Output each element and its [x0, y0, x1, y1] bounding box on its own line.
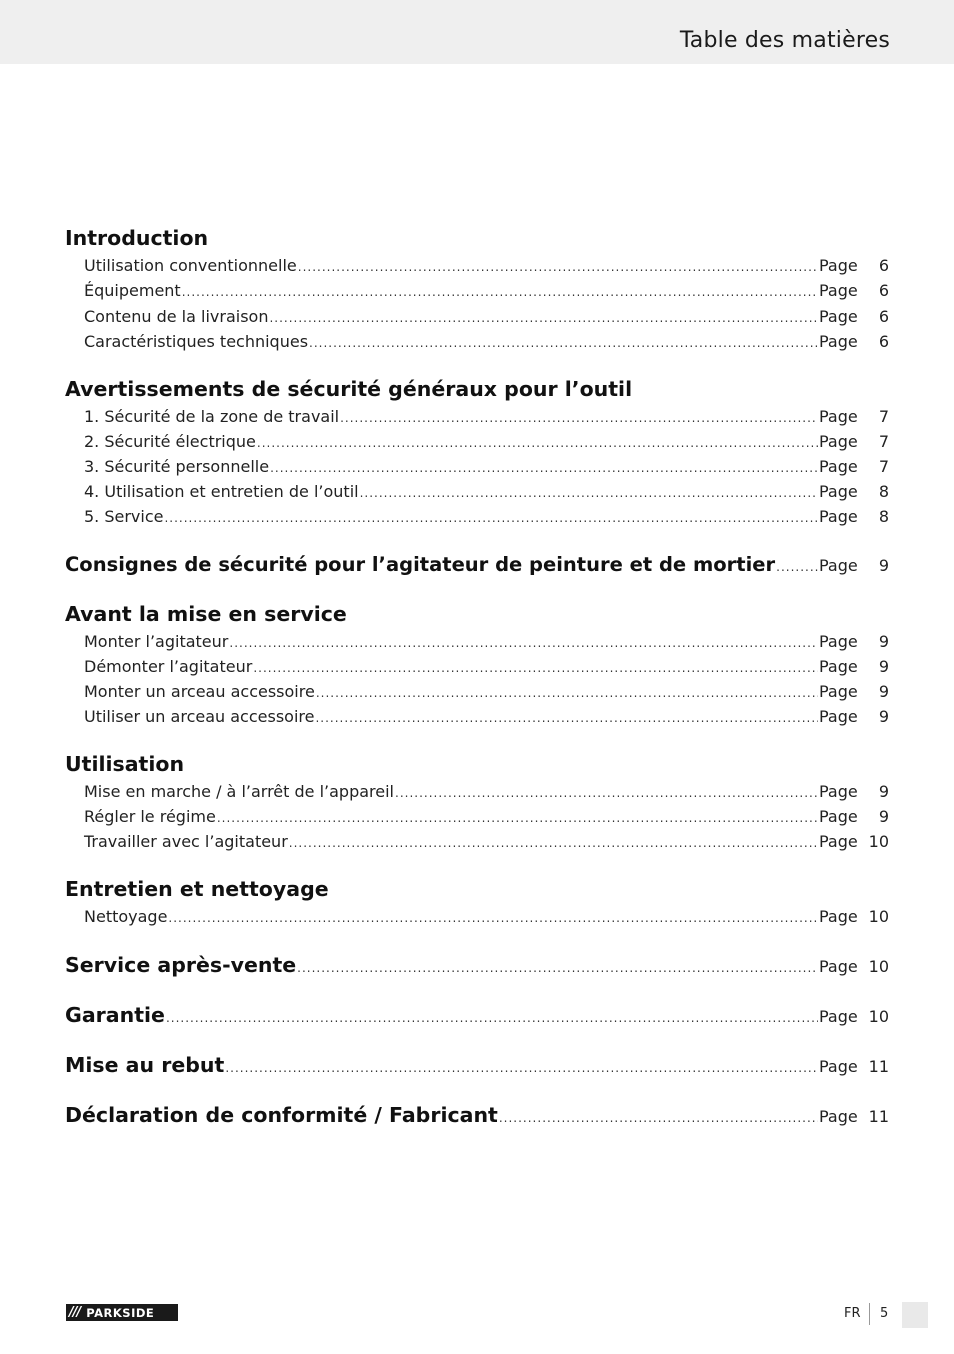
logo-brand-text: PARKSIDE — [86, 1305, 155, 1320]
dot-leader — [499, 1111, 818, 1125]
toc-page-number: 7 — [878, 407, 889, 426]
dot-leader — [289, 836, 818, 850]
toc-page-number: 10 — [868, 957, 889, 976]
toc-page-number: 6 — [878, 307, 889, 326]
footer-divider — [869, 1303, 870, 1325]
dot-leader — [776, 560, 818, 574]
toc-entry-label: 4. Utilisation et entretien de l’outil — [84, 482, 359, 501]
toc-page-number: 6 — [878, 281, 889, 300]
dot-leader — [360, 486, 818, 500]
toc-page-number: 7 — [878, 432, 889, 451]
toc-entry[interactable] — [84, 307, 889, 329]
toc-section-title: Service après-vente — [65, 953, 297, 977]
toc-page-number: 7 — [878, 457, 889, 476]
toc-entry[interactable] — [84, 657, 889, 679]
toc-entry-label: Utiliser un arceau accessoire — [84, 707, 315, 726]
toc-entry-label: 5. Service — [84, 507, 164, 526]
toc-page-word: Page — [819, 1007, 858, 1026]
toc-entry-label: Démonter l’agitateur — [84, 657, 253, 676]
toc-entry-label: 2. Sécurité électrique — [84, 432, 256, 451]
toc-entry-label: Monter l’agitateur — [84, 632, 229, 651]
toc-entry-label: Monter un arceau accessoire — [84, 682, 315, 701]
toc-page-number: 6 — [878, 332, 889, 351]
dot-leader — [253, 661, 818, 675]
toc-section-title: Avant la mise en service — [65, 602, 347, 626]
toc-page-number: 6 — [878, 256, 889, 275]
footer-tab-marker — [902, 1302, 928, 1328]
dot-leader — [217, 811, 818, 825]
toc-entry-label: Nettoyage — [84, 907, 168, 926]
toc-entry-label: Utilisation conventionnelle — [84, 256, 297, 275]
toc-section-entry[interactable] — [65, 1103, 889, 1125]
toc-entry-label: 1. Sécurité de la zone de travail — [84, 407, 340, 426]
dot-leader — [270, 461, 818, 475]
toc-section-title: Consignes de sécurité pour l’agitateur de peinture et de mortier — [65, 553, 776, 576]
toc-entry[interactable] — [84, 482, 889, 504]
toc-page-word: Page — [819, 907, 858, 926]
toc-entry[interactable] — [84, 632, 889, 654]
toc-page-word: Page — [819, 832, 858, 851]
page-number: 5 — [880, 1306, 889, 1321]
toc-page-word: Page — [819, 256, 858, 275]
toc-page-word: Page — [819, 307, 858, 326]
dot-leader — [164, 511, 818, 525]
toc-page-number: 10 — [868, 832, 889, 851]
toc-page-word: Page — [819, 507, 858, 526]
toc-entry[interactable] — [84, 332, 889, 354]
page-title: Table des matières — [679, 28, 890, 53]
toc-page-word: Page — [819, 407, 858, 426]
toc-page-number: 9 — [878, 556, 889, 575]
dot-leader — [229, 636, 818, 650]
dot-leader — [309, 336, 818, 350]
toc-section-title: Utilisation — [65, 752, 185, 776]
toc-page-word: Page — [819, 457, 858, 476]
toc-page-number: 8 — [878, 507, 889, 526]
toc-entry-label: Régler le régime — [84, 807, 216, 826]
toc-section-title: Mise au rebut — [65, 1053, 225, 1077]
toc-page-number: 11 — [868, 1057, 889, 1076]
toc-page-number: 10 — [868, 907, 889, 926]
toc-entry-label: Caractéristiques techniques — [84, 332, 309, 351]
toc-section-title: Avertissements de sécurité généraux pour l’outil — [65, 377, 633, 401]
toc-page-number: 9 — [878, 632, 889, 651]
toc-page-number: 11 — [868, 1107, 889, 1126]
dot-leader — [182, 285, 818, 299]
toc-page-word: Page — [819, 432, 858, 451]
dot-leader — [297, 961, 818, 975]
toc-page-number: 8 — [878, 482, 889, 501]
dot-leader — [315, 711, 818, 725]
toc-entry[interactable] — [84, 432, 889, 454]
toc-entry[interactable] — [84, 782, 889, 804]
toc-entry-label: Travailler avec l’agitateur — [84, 832, 288, 851]
toc-entry[interactable] — [84, 707, 889, 729]
toc-entry-label: Mise en marche / à l’arrêt de l’appareil — [84, 782, 394, 801]
toc-entry[interactable] — [84, 807, 889, 829]
toc-section-entry[interactable] — [65, 1053, 889, 1075]
dot-leader — [225, 1061, 818, 1075]
toc-page-word: Page — [819, 657, 858, 676]
toc-page-number: 9 — [878, 707, 889, 726]
toc-section-entry[interactable] — [65, 953, 889, 975]
toc-page-word: Page — [819, 957, 858, 976]
logo-slashes-icon: /// — [69, 1305, 81, 1320]
toc-entry[interactable] — [84, 281, 889, 303]
toc-section-title: Entretien et nettoyage — [65, 877, 329, 901]
toc-entry[interactable] — [84, 407, 889, 429]
toc-page-word: Page — [819, 807, 858, 826]
toc-entry[interactable] — [84, 907, 889, 929]
toc-section-entry[interactable] — [65, 1003, 889, 1025]
toc-entry-label: Contenu de la livraison — [84, 307, 269, 326]
dot-leader — [340, 411, 818, 425]
toc-page-number: 9 — [878, 682, 889, 701]
toc-page-word: Page — [819, 682, 858, 701]
toc-entry-label: 3. Sécurité personnelle — [84, 457, 270, 476]
toc-entry-label: Équipement — [84, 281, 181, 300]
toc-entry[interactable] — [84, 256, 889, 278]
dot-leader — [269, 311, 818, 325]
dot-leader — [316, 686, 818, 700]
dot-leader — [166, 1011, 818, 1025]
toc-section-entry[interactable] — [65, 553, 889, 575]
toc-page-word: Page — [819, 707, 858, 726]
dot-leader — [395, 786, 818, 800]
dot-leader — [168, 911, 818, 925]
language-code: FR — [844, 1306, 861, 1321]
toc-page-number: 10 — [868, 1007, 889, 1026]
toc-section-title: Garantie — [65, 1003, 165, 1027]
toc-section-title: Déclaration de conformité / Fabricant — [65, 1103, 498, 1127]
toc-page-word: Page — [819, 1107, 858, 1126]
toc-entry[interactable] — [84, 507, 889, 529]
toc-entry[interactable] — [84, 832, 889, 854]
toc-page-word: Page — [819, 1057, 858, 1076]
toc-page-word: Page — [819, 482, 858, 501]
dot-leader — [298, 260, 818, 274]
toc-section-title: Introduction — [65, 226, 209, 250]
toc-page-number: 9 — [878, 807, 889, 826]
toc-page-word: Page — [819, 332, 858, 351]
toc-page-number: 9 — [878, 657, 889, 676]
toc-page-word: Page — [819, 556, 858, 575]
toc-entry[interactable] — [84, 457, 889, 479]
toc-page-word: Page — [819, 281, 858, 300]
parkside-logo — [66, 1304, 178, 1321]
toc-page-number: 9 — [878, 782, 889, 801]
toc-page-word: Page — [819, 632, 858, 651]
toc-entry[interactable] — [84, 682, 889, 704]
dot-leader — [257, 436, 818, 450]
toc-page-word: Page — [819, 782, 858, 801]
